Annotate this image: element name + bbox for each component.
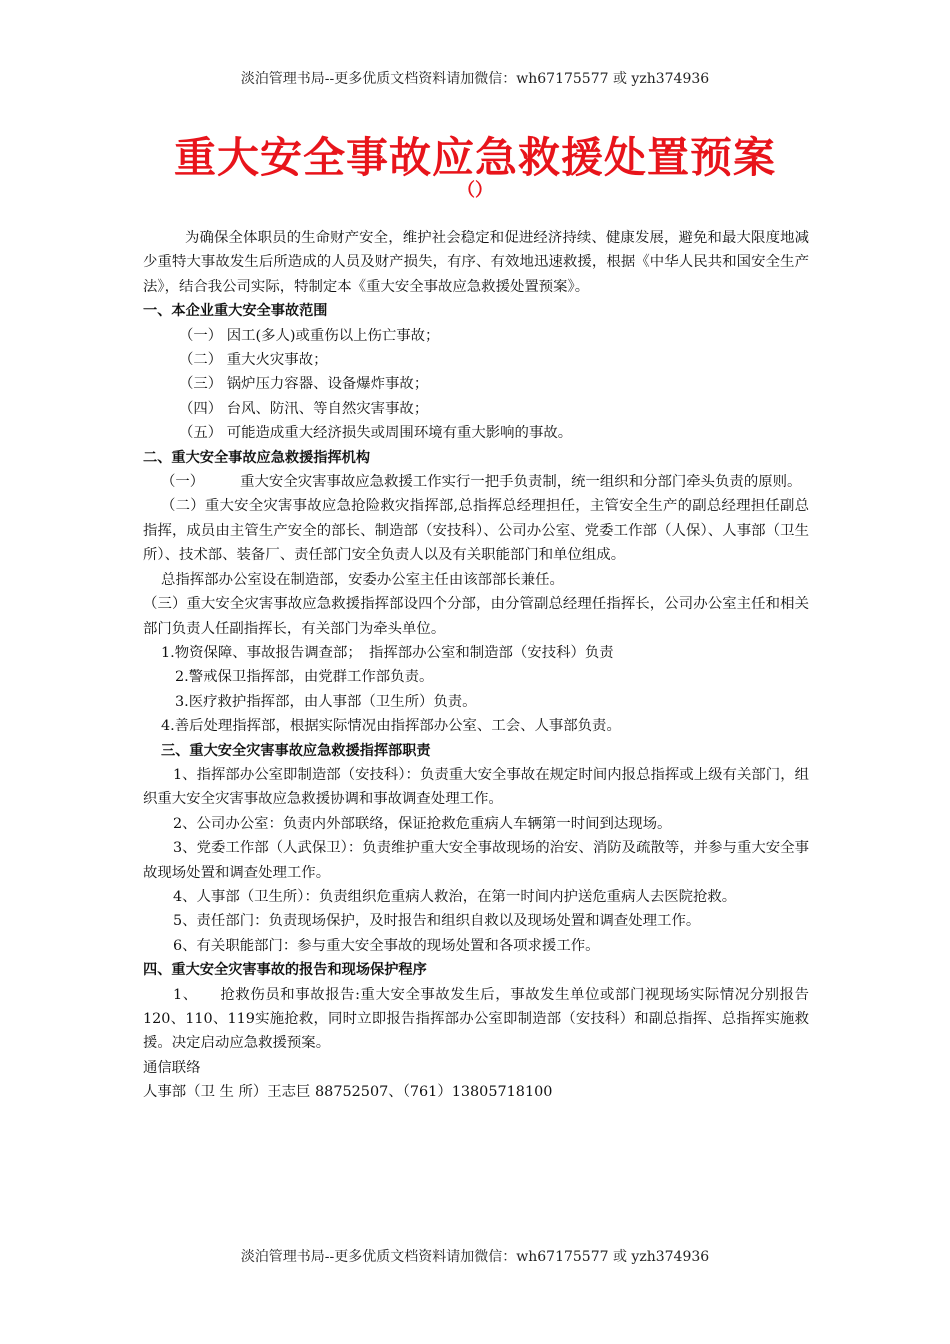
- section-2-item: 3.医疗救护指挥部，由人事部（卫生所）负责。: [175, 693, 477, 710]
- section-2-paragraph: （三）重大安全灾害事故应急救援指挥部设四个分部，由分管副总经理任指挥长，公司办公室主任和相关部门负责人任副指挥长，有关部门为牵头单位。: [143, 596, 809, 637]
- page-footer: 淡泊管理书局--更多优质文档资料请加微信：wh67175577 或 yzh374936: [240, 1249, 710, 1265]
- document-title: 重大安全事故应急救援处置预案: [173, 133, 776, 182]
- section-2-paragraph: （二）重大安全灾害事故应急抢险救灾指挥部,总指挥总经理担任，主管安全生产的副总经理担任副总指挥，成员由主管生产安全的部长、制造部（安技科）、公司办公室、党委工作部（人保）、人事部（卫生所）、技术部、装备厂、责任部门安全负责人以及有关职能部门和单位组成。: [143, 498, 809, 564]
- contact-label: 通信联络: [143, 1059, 201, 1076]
- section-4-paragraph: 1、 抢救伤员和事故报告:重大安全事故发生后，事故发生单位或部门视现场实际情况分别报告120、110、119实施抢救，同时立即报告指挥部办公室即制造部（安技科）和副总指挥、总指挥实施救援。决定启动应急救援预案。: [143, 986, 809, 1052]
- section-2-item: 1.物资保障、事故报告调查部； 指挥部办公室和制造部（安技科）负责: [161, 644, 614, 661]
- section-1-item: （一） 因工(多人)或重伤以上伤亡事故；: [179, 327, 440, 344]
- section-3-item: 1、指挥部办公室即制造部（安技科）：负责重大安全事故在规定时间内报总指挥或上级有关部门，组织重大安全灾害事故应急救援协调和事故调查处理工作。: [143, 766, 809, 808]
- document-subtitle: （）: [457, 180, 493, 201]
- section-1-heading: 一、本企业重大安全事故范围: [143, 303, 328, 320]
- section-1-item: （二） 重大火灾事故；: [179, 352, 328, 369]
- section-1-item: （三） 锅炉压力容器、设备爆炸事故；: [179, 376, 429, 393]
- section-3-item: 3、党委工作部（人武保卫）：负责维护重大安全事故现场的治安、消防及疏散等，并参与重大安全事故现场处置和调查处理工作。: [143, 840, 809, 881]
- section-1-item: （五） 可能造成重大经济损失或周围环境有重大影响的事故。: [179, 425, 573, 442]
- section-3-item: 2、公司办公室：负责内外部联络，保证抢救危重病人车辆第一时间到达现场。: [173, 815, 672, 832]
- section-4-heading: 四、重大安全灾害事故的报告和现场保护程序: [143, 962, 427, 979]
- section-1-item: （四） 台风、防汛、等自然灾害事故；: [179, 400, 429, 417]
- section-2-item: 2.警戒保卫指挥部，由党群工作部负责。: [175, 669, 434, 686]
- page-header: 淡泊管理书局--更多优质文档资料请加微信：wh67175577 或 yzh374936: [240, 71, 710, 87]
- section-2-item: 4.善后处理指挥部，根据实际情况由指挥部办公室、工会、人事部负责。: [161, 718, 621, 735]
- section-3-item: 6、有关职能部门：参与重大安全事故的现场处置和各项求援工作。: [173, 937, 600, 954]
- section-3-item: 4、人事部（卫生所）：负责组织危重病人救治，在第一时间内护送危重病人去医院抢救。: [173, 888, 737, 905]
- section-2-paragraph: （一） 重大安全灾害事故应急救援工作实行一把手负责制，统一组织和分部门牵头负责的原则。: [161, 474, 802, 491]
- contact-line: 人事部（卫 生 所）王志巨 88752507、（761）13805718100: [143, 1084, 553, 1101]
- section-3-heading: 三、重大安全灾害事故应急救援指挥部职责: [161, 742, 431, 759]
- section-3-item: 5、责任部门：负责现场保护，及时报告和组织自救以及现场处置和调查处理工作。: [173, 913, 701, 930]
- document-body: [143, 226, 809, 1105]
- intro-paragraph: 为确保全体职员的生命财产安全，维护社会稳定和促进经济持续、健康发展，避免和最大限度地减少重特大事故发生后所造成的人员及财产损失，有序、有效地迅速救援，根据《中华人民共和国安全生产法》，结合我公司实际，特制定本《重大安全事故应急救援处置预案》。: [143, 230, 809, 295]
- section-2-heading: 二、重大安全事故应急救援指挥机构: [143, 449, 371, 466]
- section-2-paragraph: 总指挥部办公室设在制造部，安委办公室主任由该部部长兼任。: [161, 571, 564, 588]
